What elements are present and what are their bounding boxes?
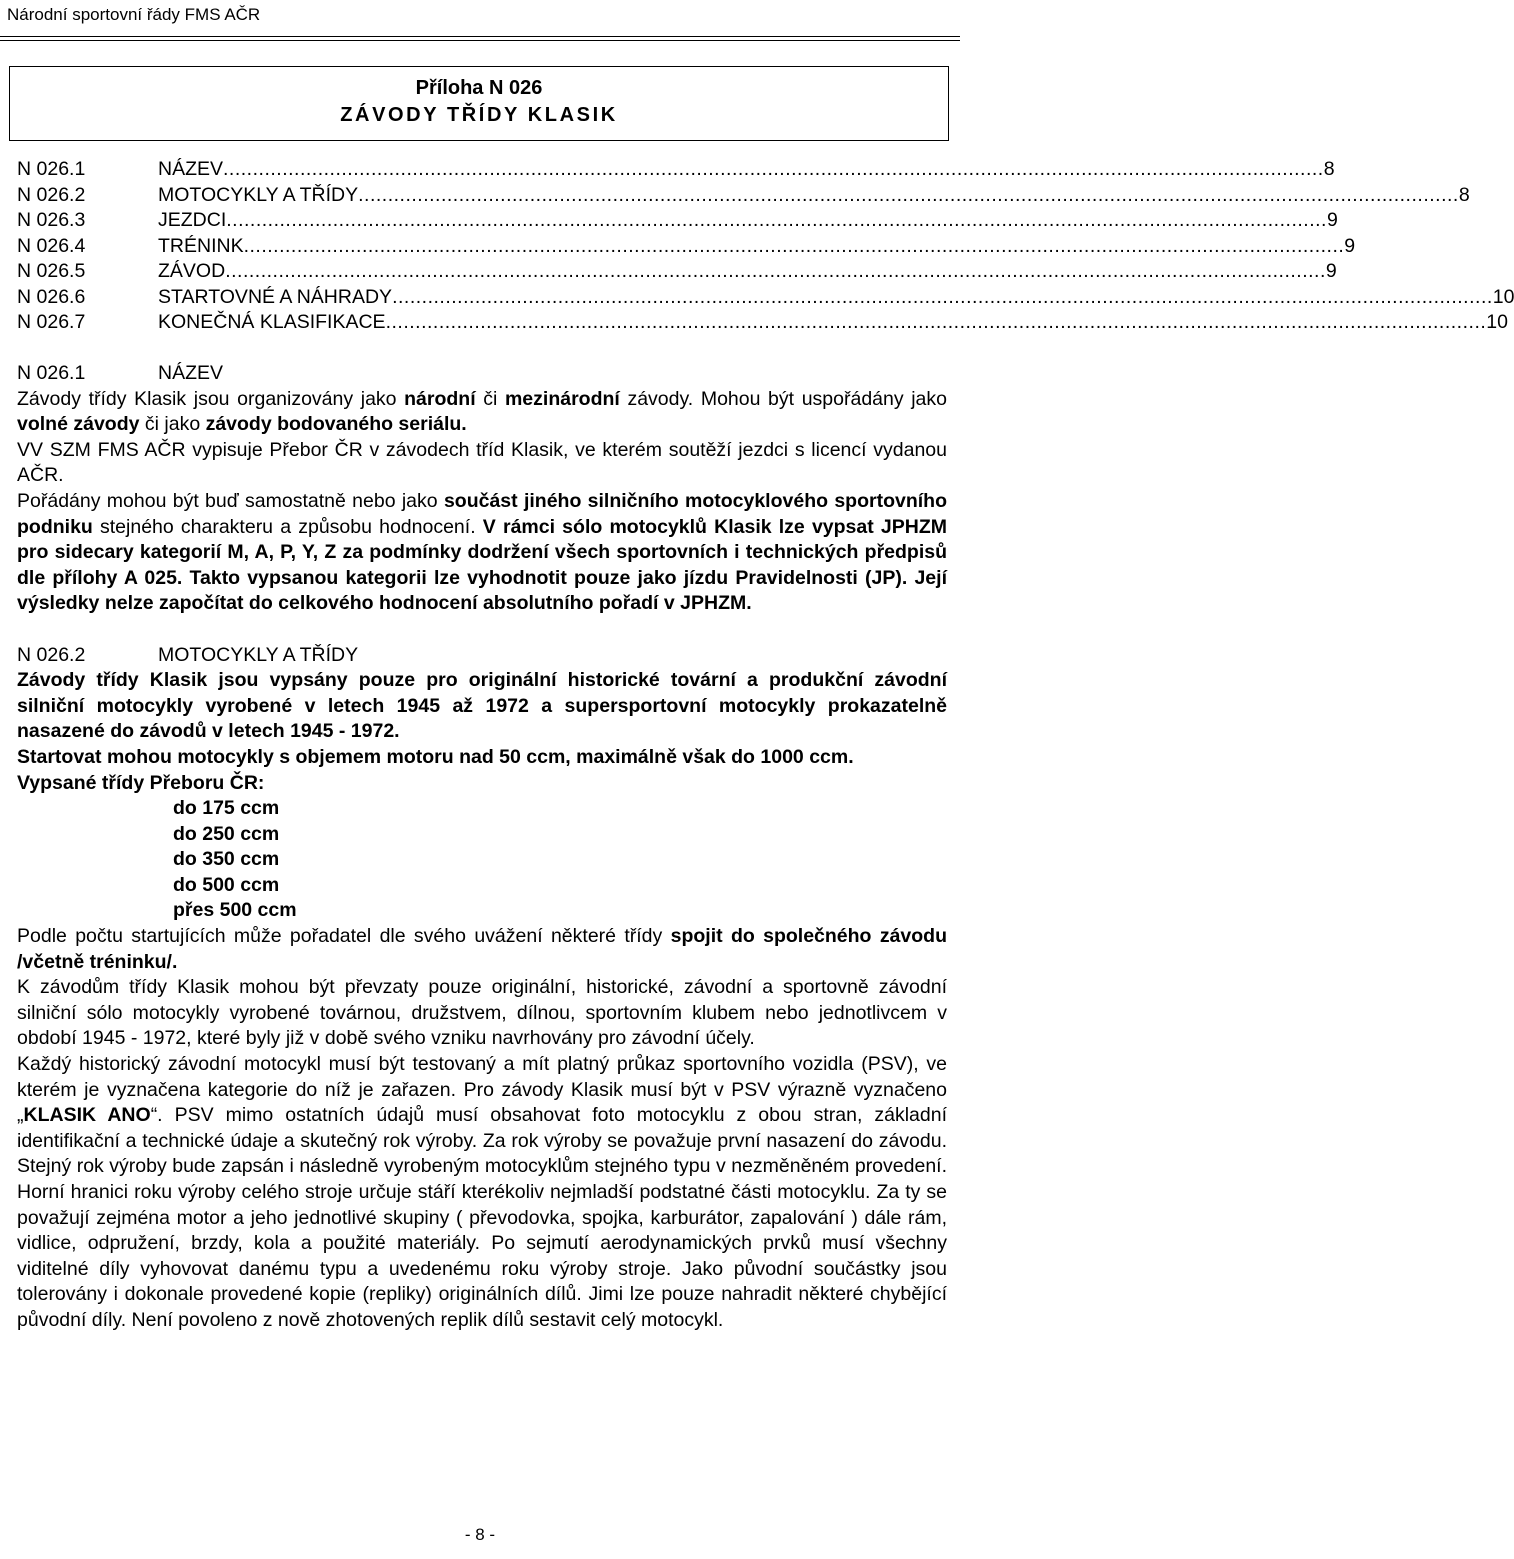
toc-label: JEZDCI <box>158 209 227 231</box>
section-number: N 026.1 <box>17 362 86 384</box>
toc-label: TRÉNINK <box>158 234 244 257</box>
toc-row[interactable] <box>17 285 1514 311</box>
toc-page: 9 <box>1325 260 1337 282</box>
text-run-bold: V rámci sólo motocyklů Klasik lze vypsat JPHZM pro sidecary kategorií M, A, P, Y, Z za podmínky dodržení všech sportovních i technických předpisů dle přílohy A 025. Takto vypsanou kategorii lze vyhodnotit pouze jako jízdu Pravidelnosti (JP). Její výsledky nelze započítat do celkového hodnocení absolutního pořadí v JPHZM. <box>17 515 947 615</box>
toc-leader-dots: .......................................................................................................................................................................................... <box>358 183 1459 206</box>
class-item: do 250 ccm <box>173 822 280 845</box>
paragraph: VV SZM FMS AČR vypisuje Přebor ČR v závodech tříd Klasik, ve kterém soutěží jezdci s licencí vydanou AČR. <box>17 438 947 487</box>
section-number: N 026.2 <box>17 643 86 666</box>
toc-page: 9 <box>1326 209 1338 231</box>
toc-label: KONEČNÁ KLASIFIKACE <box>158 311 386 333</box>
toc-leader-dots: .......................................................................................................................................................................................... <box>385 311 1487 333</box>
text-run: či <box>475 387 505 410</box>
toc-row[interactable] <box>17 310 1508 336</box>
toc-number: N 026.2 <box>17 183 86 206</box>
annex-number: Příloha N 026 <box>415 77 543 99</box>
document-body <box>17 361 947 1334</box>
toc-number: N 026.6 <box>17 285 86 308</box>
text-run-bold: národní <box>404 387 476 410</box>
toc-leader-dots: .......................................................................................................................................................................................... <box>223 158 1324 180</box>
paragraph: Závody třídy Klasik jsou vypsány pouze pro originální historické tovární a produkční závodní silniční motocykly vyrobené v letech 1945 až 1972 a supersportovní motocykly prokazatelně nasazené do závodů v letech 1945 - 1972. <box>17 669 947 743</box>
toc-leader-dots: .......................................................................................................................................................................................... <box>392 285 1493 308</box>
toc-page: 10 <box>1492 285 1514 308</box>
text-run: Závody třídy Klasik jsou organizovány jako <box>17 387 405 410</box>
paragraph <box>17 924 947 975</box>
text-run: Každý historický závodní motocykl musí být testovaný a mít platný průkaz sportovního vozidla (PSV), ve kterém je vyznačena kategorie do níž je zařazen. Pro závody Klasik musí být v PSV výrazně vyznačeno „ <box>17 1053 947 1127</box>
text-run-bold: spojit do společného závodu /včetně tréninku/. <box>17 925 947 973</box>
text-run-bold: mezinárodní <box>504 387 620 410</box>
toc-row[interactable] <box>17 234 1356 260</box>
paragraph <box>17 1052 947 1334</box>
toc-page: 8 <box>1323 158 1335 180</box>
text-run: “. PSV mimo ostatních údajů musí obsahovat foto motocyklu z obou stran, základní identifikační a technické údaje a skutečný rok výroby. Za rok výroby se považuje první nasazení do závodu. Stejný rok výroby bude zapsán i následně vyrobeným motocyklům stejného typu v nezměněném provedení. Horní hranici roku výroby celého stroje určuje stáří kterékoliv nejmladší podstatné části motocyklu. Za ty se považují zejména motor a jeho jednotlivé skupiny ( převodovka, spojka, karburátor, zapalování ) dále rám, vidlice, odpružení, brzdy, kola a použité materiály. Po sejmutí aerodynamických prvků musí všechny viditelné díly vyhovovat danému typu a uvedenému roku výroby stroje. Jako původní součástky jsou tolerovány i dokonale provedené kopie (repliky) originálních dílů. Jimi lze pouze nahradit některé chybějící původní díly. Není povoleno z nově zhotovených replik dílů sestavit celý motocykl. <box>17 1104 948 1331</box>
paragraph: K závodům třídy Klasik mohou být převzaty pouze originální, historické, závodní a sportovně závodní silniční sólo motocykly vyrobené továrnou, družstvem, dílnou, sportovním klubem nebo jednotlivcem v období 1945 - 1972, které byly již v době svého vzniku navrhovány pro závodní účely. <box>17 976 947 1050</box>
text-run-bold: volné závody <box>17 413 140 436</box>
section-title: MOTOCYKLY A TŘÍDY <box>158 643 359 666</box>
table-of-contents <box>17 157 1514 336</box>
text-run: závody. Mohou být uspořádány jako <box>619 387 947 410</box>
toc-label: MOTOCYKLY A TŘÍDY <box>158 183 359 206</box>
class-item: do 175 ccm <box>173 797 280 820</box>
spacer <box>17 617 947 643</box>
toc-leader-dots: .......................................................................................................................................................................................... <box>226 209 1327 231</box>
section-heading <box>17 361 947 387</box>
class-item: do 500 ccm <box>173 873 280 896</box>
text-run: stejného charakteru a způsobu hodnocení. <box>92 515 483 538</box>
toc-row[interactable] <box>17 157 1335 183</box>
paragraph: Vypsané třídy Přeboru ČR: <box>17 771 265 794</box>
toc-page: 10 <box>1486 311 1508 333</box>
paragraph <box>17 489 947 617</box>
class-item: přes 500 ccm <box>173 899 297 922</box>
text-run: či jako <box>139 413 206 436</box>
toc-row[interactable] <box>17 259 1337 285</box>
annex-title-box <box>9 66 949 141</box>
text-run-bold: součást jiného silničního motocyklového sportovního podniku <box>17 489 947 538</box>
toc-label: NÁZEV <box>158 158 224 180</box>
text-run-bold: KLASIK ANO <box>23 1104 151 1127</box>
running-header: Národní sportovní řády FMS AČR <box>7 5 261 24</box>
toc-label: STARTOVNÉ A NÁHRADY <box>158 285 393 308</box>
class-list <box>173 796 947 924</box>
page-number: - 8 - <box>464 1525 496 1544</box>
toc-label: ZÁVOD <box>158 260 226 282</box>
header-rule <box>0 36 960 37</box>
toc-number: N 026.3 <box>17 209 86 231</box>
toc-leader-dots: .......................................................................................................................................................................................... <box>225 260 1326 282</box>
toc-page: 8 <box>1458 183 1470 206</box>
text-run: Pořádány mohou být buď samostatně nebo jako <box>17 489 444 512</box>
toc-number: N 026.1 <box>17 158 86 180</box>
text-run-bold: závody bodovaného seriálu. <box>205 413 467 436</box>
toc-row[interactable] <box>17 208 1338 234</box>
toc-number: N 026.5 <box>17 260 86 282</box>
paragraph <box>17 387 947 438</box>
paragraph: Startovat mohou motocykly s objemem motoru nad 50 ccm, maximálně však do 1000 ccm. <box>17 745 854 768</box>
toc-page: 9 <box>1344 234 1356 257</box>
toc-leader-dots: .......................................................................................................................................................................................... <box>243 234 1345 257</box>
header-rule-2 <box>0 40 960 41</box>
toc-row[interactable] <box>17 183 1470 209</box>
section-title: NÁZEV <box>158 362 224 384</box>
text-run: Podle počtu startujících může pořadatel dle svého uvážení některé třídy <box>17 925 671 948</box>
annex-title: ZÁVODY TŘÍDY KLASIK <box>340 104 618 126</box>
class-item: do 350 ccm <box>173 848 280 871</box>
section-heading <box>17 643 947 669</box>
toc-number: N 026.7 <box>17 311 86 333</box>
toc-number: N 026.4 <box>17 234 86 257</box>
